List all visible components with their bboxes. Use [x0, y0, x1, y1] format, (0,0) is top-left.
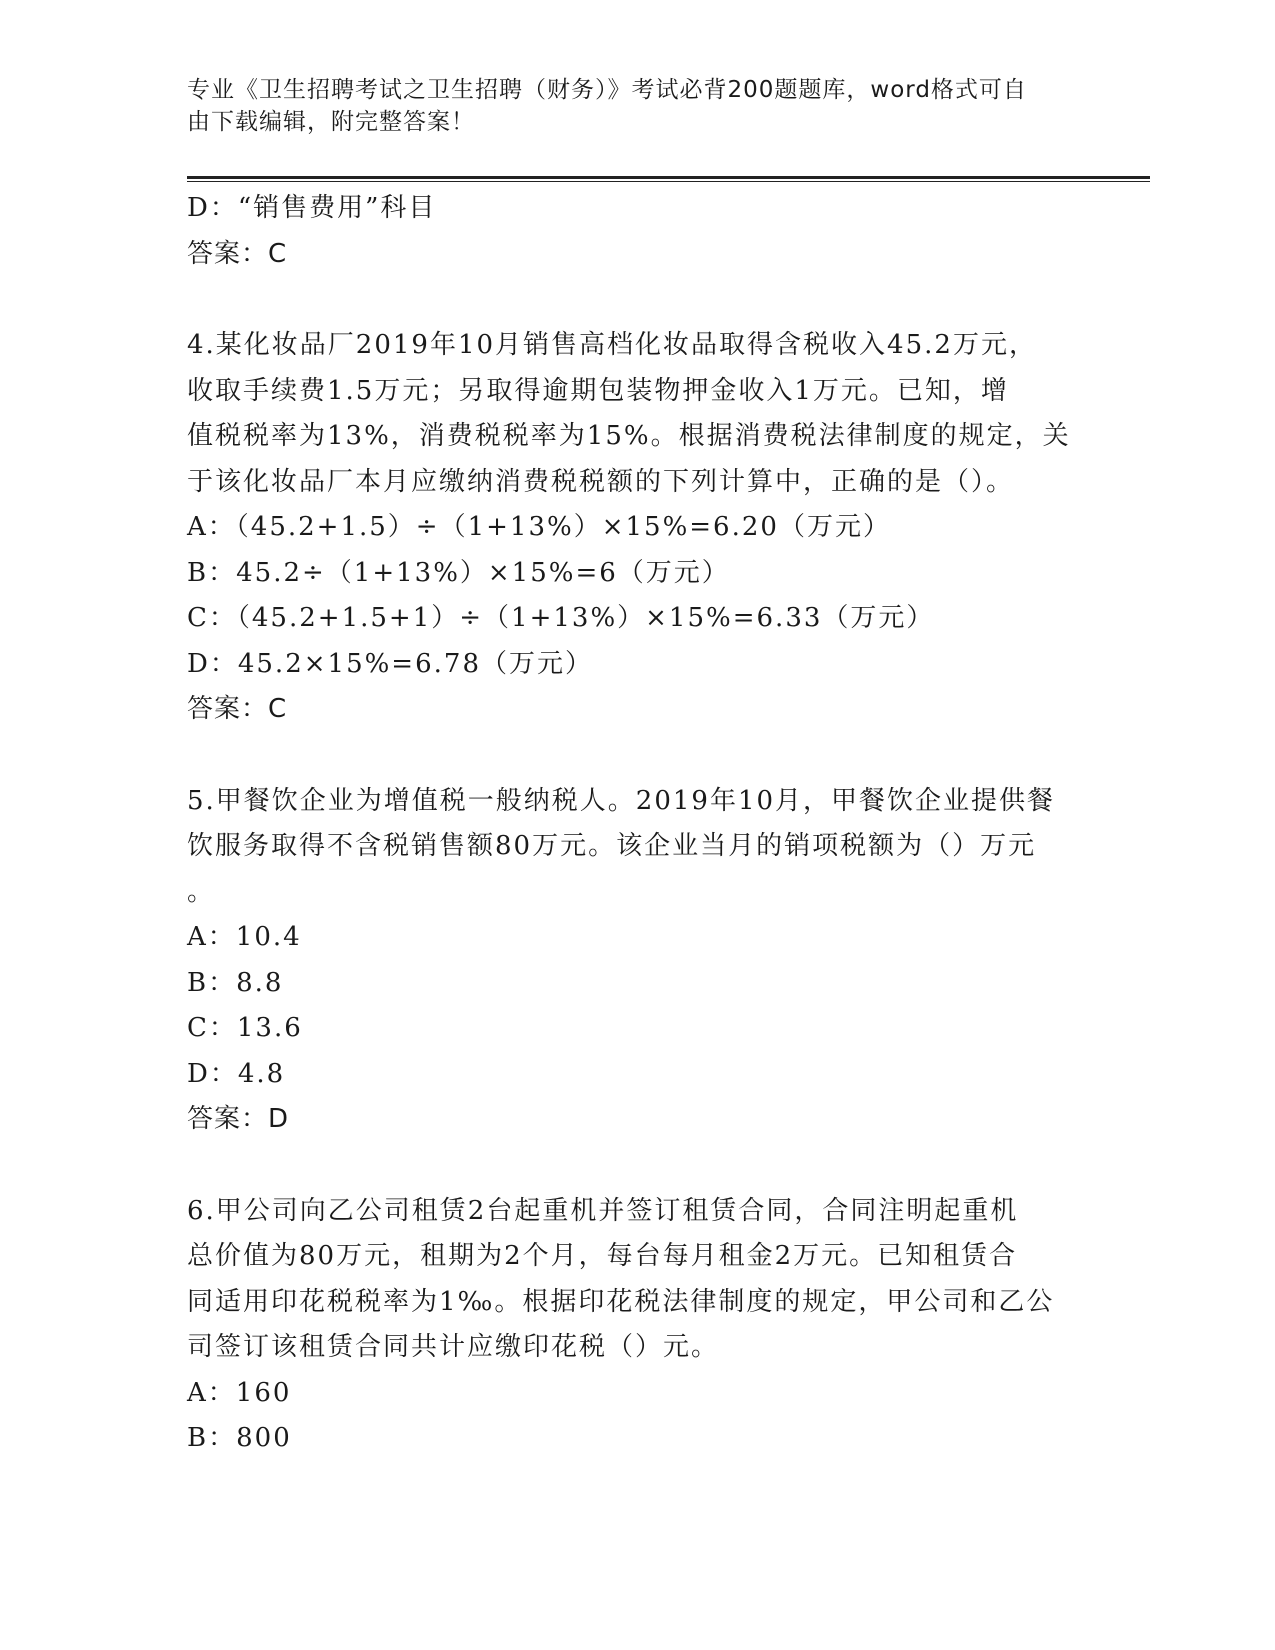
question-stem-line: 。 — [187, 876, 216, 907]
spacer — [187, 733, 1087, 779]
spacer — [187, 277, 1087, 323]
question-stem-line: 5.甲餐饮企业为增值税一般纳税人。2019年10月，甲餐饮企业提供餐 — [187, 785, 1056, 816]
option-a: A：（45.2+1.5）÷（1+13%）×15%=6.20（万元） — [187, 512, 891, 542]
option-a: A：10.4 — [187, 922, 302, 952]
prev-question-tail — [187, 186, 1087, 277]
question-6 — [187, 1189, 1087, 1462]
header-line-2: 由下载编辑，附完整答案！ — [187, 109, 475, 135]
question-stem-line: 6.甲公司向乙公司租赁2台起重机并签订租赁合同，合同注明起重机 — [187, 1195, 1019, 1226]
option-b: B：8.8 — [187, 967, 284, 998]
option-c: C：（45.2+1.5+1）÷（1+13%）×15%=6.33（万元） — [187, 603, 935, 633]
answer-line: 答案：C — [187, 238, 288, 269]
header-divider-thin — [187, 181, 1150, 182]
option-d: D：4.8 — [187, 1058, 286, 1089]
question-stem-line: 同适用印花税税率为1‰。根据印花税法律制度的规定，甲公司和乙公 — [187, 1286, 1055, 1317]
option-a: A：160 — [187, 1377, 292, 1408]
question-4 — [187, 323, 1087, 733]
answer-line: 答案：D — [187, 1104, 290, 1134]
spacer — [187, 1143, 1087, 1189]
document-header — [187, 74, 1067, 138]
option-b: B：800 — [187, 1423, 292, 1453]
option-d: D：“销售费用”科目 — [187, 193, 437, 223]
question-stem-line: 收取手续费1.5万元；另取得逾期包装物押金收入1万元。已知，增 — [187, 375, 1009, 406]
question-stem-line: 总价值为80万元，租期为2个月，每台每月租金2万元。已知租赁合 — [187, 1241, 1018, 1271]
option-c: C：13.6 — [187, 1013, 303, 1043]
question-stem-line: 司签订该租赁合同共计应缴印花税（）元。 — [187, 1332, 720, 1362]
question-stem-line: 值税税率为13%，消费税税率为15%。根据消费税法律制度的规定，关 — [187, 421, 1071, 451]
question-stem-line: 4.某化妆品厂2019年10月销售高档化妆品取得含税收入45.2万元， — [187, 330, 1037, 360]
question-stem-line: 于该化妆品厂本月应缴纳消费税税额的下列计算中，正确的是（）。 — [187, 466, 1015, 497]
answer-line: 答案：C — [187, 694, 288, 724]
header-divider — [187, 176, 1150, 179]
header-line-1: 专业《卫生招聘考试之卫生招聘（财务）》考试必背200题题库，word格式可自 — [187, 77, 1027, 103]
question-5 — [187, 779, 1087, 1143]
question-stem-line: 饮服务取得不含税销售额80万元。该企业当月的销项税额为（）万元 — [187, 831, 1037, 861]
question-list — [187, 186, 1087, 1462]
option-d: D：45.2×15%=6.78（万元） — [187, 648, 593, 679]
option-b: B：45.2÷（1+13%）×15%=6（万元） — [187, 557, 730, 588]
